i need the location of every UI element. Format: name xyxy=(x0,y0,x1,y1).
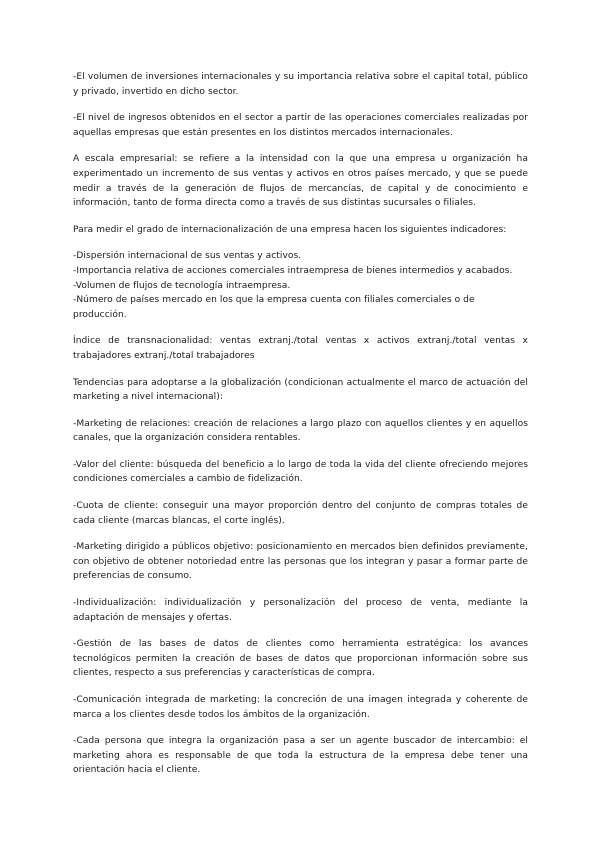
paragraph-customer-share: -Cuota de cliente: conseguir una mayor proporción dentro del conjunto de compras totales de cada cliente (marcas blancas, el corte inglés). xyxy=(73,501,528,526)
paragraph-target-marketing: -Marketing dirigido a públicos objetivo: posicionamiento en mercados bien definidos previamente, con objetivo de obtener notoriedad entre las personas que los integran y pasar a formar parte de preferencias de consumo. xyxy=(73,542,528,582)
paragraph-transnationality-index: Índice de transnacionalidad: ventas extranj./total ventas x activos extranj./total ventas x trabajadores extranj./total trabajadores xyxy=(73,336,528,361)
list-item: -Número de países mercado en los que la empresa cuenta con filiales comerciales o de producción. xyxy=(73,295,475,320)
paragraph-income-level: -El nivel de ingresos obtenidos en el sector a partir de las operaciones comerciales realizadas por aquellas empresas que están presentes en los distintos mercados internacionales. xyxy=(73,113,528,138)
list-item: -Importancia relativa de acciones comerciales intraempresa de bienes intermedios y acabados. xyxy=(73,265,513,276)
list-item: -Dispersión internacional de sus ventas y activos. xyxy=(73,251,302,262)
paragraph-database-management: -Gestión de las bases de datos de clientes como herramienta estratégica: los avances tecnológicos permiten la creación de bases de datos que proporcionan información sobre sus clientes, respecto a sus preferencias y características de compra. xyxy=(73,639,528,679)
paragraph-globalization-trends: Tendencias para adoptarse a la globalización (condicionan actualmente el marco de actuación del marketing a nivel internacional): xyxy=(73,377,528,403)
paragraph-business-scale: A escala empresarial: se refiere a la intensidad con la que una empresa u organización ha experimentado un incremento de sus ventas y activos en otros países mercado, y que se puede medir a través de la generación de flujos de mercancías, de capital y de conocimiento e información, tanto de forma directa como a través de sus distintas sucursales o filiales. xyxy=(73,154,528,209)
paragraph-individualization: -Individualización: individualización y personalización del proceso de venta, mediante la adaptación de mensajes y ofertas. xyxy=(73,598,528,623)
paragraph-customer-value: -Valor del cliente: búsqueda del beneficio a lo largo de toda la vida del cliente ofreciendo mejores condiciones comerciales a cambio de fidelización. xyxy=(73,459,528,485)
paragraph-exchange-agent: -Cada persona que integra la organización pasa a ser un agente buscador de intercambio: el marketing ahora es responsable de que toda la estructura de la empresa debe tener una orientación hacia el cliente. xyxy=(73,736,528,776)
paragraph-integrated-communication: -Comunicación integrada de marketing: la concreción de una imagen integrada y coherente de marca a los clientes desde todos los ámbitos de la organización. xyxy=(73,695,528,720)
indicators-list xyxy=(73,249,528,322)
paragraph-relationship-marketing: -Marketing de relaciones: creación de relaciones a largo plazo con aquellos clientes y en aquellos canales, que la organización considera rentables. xyxy=(73,418,528,444)
paragraph-indicators-intro: Para medir el grado de internacionalización de una empresa hacen los siguientes indicadores: xyxy=(73,224,507,235)
list-item: -Volumen de flujos de tecnología intraempresa. xyxy=(73,280,291,291)
paragraph-investment-volume: -El volumen de inversiones internacionales y su importancia relativa sobre el capital total, público y privado, invertido en dicho sector. xyxy=(73,72,528,97)
